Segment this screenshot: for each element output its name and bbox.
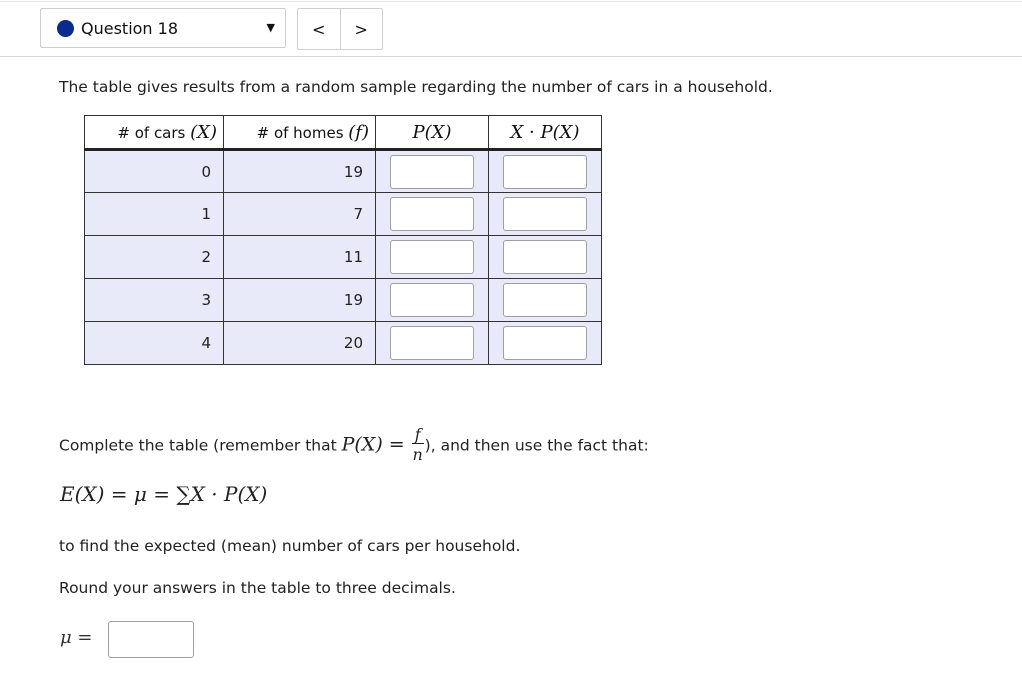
table-row [85,193,602,236]
probability-input[interactable] [390,197,474,231]
cars-cell: 0 [85,150,224,193]
question-nav [297,8,383,50]
probability-cell [376,236,489,279]
cars-cell: 4 [85,322,224,365]
x-probability-cell [489,279,602,322]
mean-input[interactable] [108,621,194,658]
table-row [85,150,602,193]
homes-cell: 20 [224,322,376,365]
chevron-left-icon: < [312,19,326,39]
rounding-note: Round your answers in the table to three decimals. [59,579,456,597]
next-question-button[interactable] [340,9,383,49]
top-divider [0,1,1022,2]
nav-divider [0,56,1022,57]
x-probability-input[interactable] [503,240,587,274]
header-cars: # of cars (X) [85,116,224,150]
probability-cell [376,279,489,322]
header-homes: # of homes (f) [224,116,376,150]
cars-cell: 2 [85,236,224,279]
homes-cell: 11 [224,236,376,279]
probability-input[interactable] [390,283,474,317]
x-probability-cell [489,150,602,193]
x-probability-input[interactable] [503,283,587,317]
table-header-row [85,116,602,150]
homes-cell: 19 [224,150,376,193]
probability-formula: P(X) = [341,433,411,456]
header-x-times-probability: X · P(X) [489,116,602,150]
instruction-text: Complete the table (remember that P(X) = $\frac{f}{n}$ ), and then use the fact that: [59,425,649,464]
x-probability-cell [489,236,602,279]
cars-table [84,115,602,365]
probability-input[interactable] [390,155,474,189]
probability-cell [376,193,489,236]
table-row [85,279,602,322]
x-probability-input[interactable] [503,197,587,231]
x-probability-cell [489,322,602,365]
fraction: $\frac{f}{n}$ [412,425,423,464]
intro-text: The table gives results from a random sample regarding the number of cars in a household. [59,78,773,96]
x-probability-input[interactable] [503,326,587,360]
previous-question-button[interactable] [298,9,340,49]
homes-cell: 7 [224,193,376,236]
probability-input[interactable] [390,240,474,274]
homes-cell: 19 [224,279,376,322]
probability-cell [376,322,489,365]
instruction-line-3: to find the expected (mean) number of cars per household. [59,537,521,555]
sigma-symbol: ∑ [176,482,191,506]
header-probability: P(X) [376,116,489,150]
probability-cell [376,150,489,193]
x-probability-input[interactable] [503,155,587,189]
expected-value-formula: E(X) = μ = ∑X · P(X) [60,482,268,506]
chevron-right-icon: > [354,19,368,39]
question-status-dot-icon [57,20,74,37]
mean-label: μ = [60,627,93,648]
question-label: Question 18 [81,19,179,38]
table-row [85,236,602,279]
table-row [85,322,602,365]
probability-input[interactable] [390,326,474,360]
dropdown-caret-icon: ▼ [266,21,275,34]
cars-cell: 3 [85,279,224,322]
question-select[interactable] [40,8,286,48]
cars-cell: 1 [85,193,224,236]
x-probability-cell [489,193,602,236]
